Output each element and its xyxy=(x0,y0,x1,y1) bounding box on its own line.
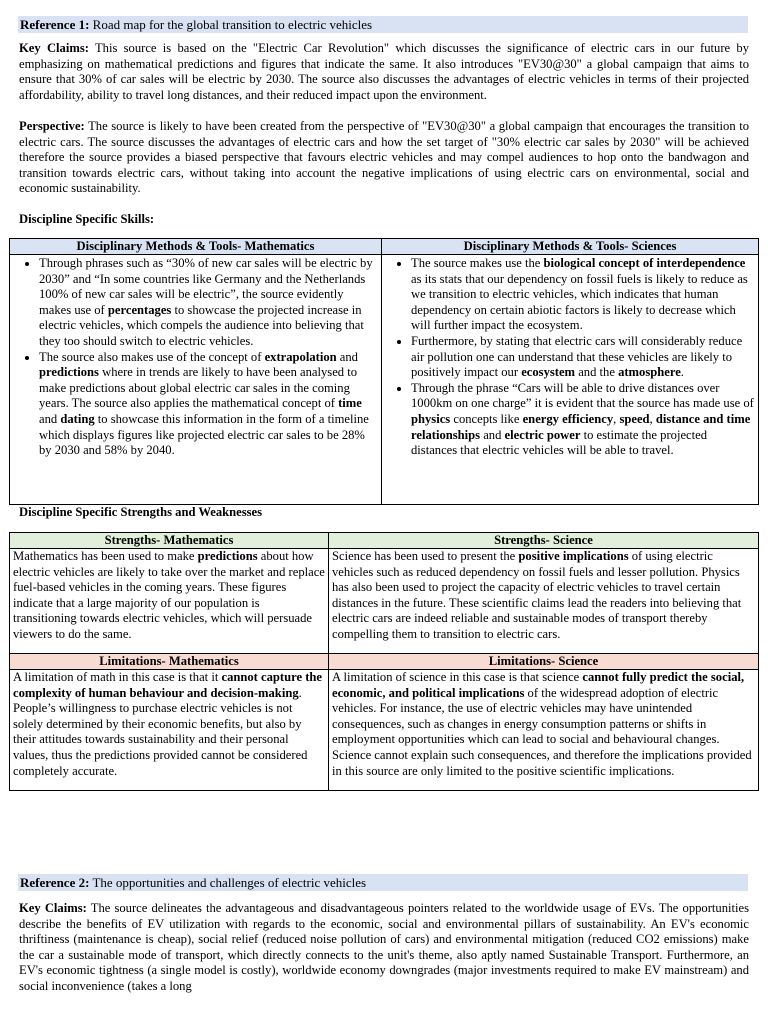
key-claims-paragraph xyxy=(19,41,749,103)
science-methods-header: Disciplinary Methods & Tools- Sciences xyxy=(382,239,759,255)
math-point-2: • The source also makes use of the concept of extrapolation and predictions where in trends are likely to have been analysed to make predictions about global electric car sales in the coming years. The source also applies the mathematical concept of time and dating to showcase this information in the form of a timeline which displays figures like projected electric car sales to be 28% by 2030 and 58% by 2040. xyxy=(39,350,378,459)
key-claims-text: This source is based on the "Electric Car Revolution" which discusses the significance of electric cars in our future by emphasizing on mathematical predictions and figures that indicate the same. It also introduces "EV30@30" a global campaign that aims to ensure that 30% of car sales will be electric by 2030. The source also discusses the advantages of electric vehicles in terms of their projected affordability, ability to travel long distances, and their reduced impact upon the environment. xyxy=(19,41,749,102)
science-point-3: • Through the phrase “Cars will be able to drive distances over 1000km on one charge” it is evident that the source has made use of physics concepts like energy efficiency, speed, distance and time relationships and electric power to estimate the projected distances that electric vehicles will be able to travel. xyxy=(411,381,755,459)
limitations-math-cell: A limitation of math in this case is that it cannot capture the complexity of human behaviour and decision-making. People’s willingness to purchase electric vehicles is not solely determined by their economic benefits, but also by their attitudes towards sustainability and their personal values, thus the predictions provided cannot be considered completely accurate. xyxy=(10,670,329,791)
reference-title: Road map for the global transition to electric vehicles xyxy=(92,17,373,32)
strengths-weaknesses-heading: Discipline Specific Strengths and Weaknesses xyxy=(19,505,263,519)
reference-title: The opportunities and challenges of electric vehicles xyxy=(92,875,367,890)
strengths-science-cell: Science has been used to present the positive implications of using electric vehicles such as reduced dependency on fossil fuels and lesser pollution. Physics has also been used to project the capacity of electric vehicles to travel certain distances in the future. These scientific claims lead the readers into believing that electric cars are indeed reliable and sustainable modes of transport thereby compelling them to transition to electric cars. xyxy=(329,549,759,654)
limitations-science-cell: A limitation of science in this case is that science cannot fully predict the social, economic, and political implications of the widespread adoption of electric vehicles. For instance, the use of electric vehicles may have unintended consequences, such as changes in energy consumption patterns or shifts in employment opportunities which can lead to social and behavioural changes. Science cannot explain such consequences, and therefore the implications provided in this source are only limited to the positive scientific implications. xyxy=(329,670,759,791)
perspective-text: The source is likely to have been created from the perspective of "EV30@30" a global campaign that encourages the transition to electric cars. The source discusses the advantages of electric cars and how the set target of "30% electric car sales by 2030" will be achieved therefore the source provides a biased perspective that favours electric vehicles and may compel audiences to hop onto the bandwagon and transition towards electric cars, without taking into account the negative implications of using electric cars on environmental, social and economic sustainability. xyxy=(19,119,750,196)
strengths-math-header: Strengths- Mathematics xyxy=(10,533,329,549)
science-point-2: • Furthermore, by stating that electric cars will considerably reduce air pollution one can understand that these vehicles are likely to positively impact our ecosystem and the atmosphere. xyxy=(411,334,755,381)
perspective-paragraph xyxy=(19,119,749,197)
skills-table xyxy=(9,238,759,505)
math-methods-header: Disciplinary Methods & Tools- Mathematics xyxy=(10,239,382,255)
reference-label: Reference 1: xyxy=(20,17,90,32)
perspective-label: Perspective: xyxy=(19,119,85,133)
strengths-math-cell: Mathematics has been used to make predictions about how electric vehicles are likely to take over the market and replace fuel-based vehicles in the coming years. These figures indicate that a large majority of our population is transitioning towards electric vehicles, which will persuade viewers to do the same. xyxy=(10,549,329,654)
science-methods-cell xyxy=(382,255,759,505)
key-claims-paragraph-2 xyxy=(19,901,749,995)
reference-1-heading xyxy=(18,16,748,33)
reference-label: Reference 2: xyxy=(20,875,90,890)
key-claims-text: The source delineates the advantageous and disadvantageous pointers related to the worldwide usage of EVs. The opportunities describe the benefits of EV utilization with regards to the economic, social and environmental pillars of sustainability. An EV's economic thriftiness (maintenance is cheap), social relief (reduced noise pollution of cars) and environmental mitigation (reduced CO2 emissions) make the car a sustainable mode of transport, which directly connects to the unit's theme, also aptly named Sustainable Transport. Furthermore, an EV's economic tightness (a single model is costly), worldwide economy downgrades (major investments required to make EV mainstream) and social inconvenience (takes a long xyxy=(19,901,749,993)
science-point-1: • The source makes use the biological concept of interdependence as its stats that our dependency on fossil fuels is likely to reduce as we transition to electric vehicles, which indicates that human dependency on certain abiotic factors is likely to decrease which will further impact the ecosystem. xyxy=(411,256,755,334)
key-claims-label: Key Claims: xyxy=(19,41,89,55)
math-point-1: • Through phrases such as “30% of new car sales will be electric by 2030” and “In some countries like Germany and the Netherlands 100% of new car sales will be electric”, the source evidently makes use of percentages to showcase the projected increase in electric vehicles, which compels the audience into believing that they too should switch to electric vehicles. xyxy=(39,256,378,350)
math-methods-cell xyxy=(10,255,382,505)
reference-2-heading xyxy=(18,874,748,891)
key-claims-label: Key Claims: xyxy=(19,901,87,915)
skills-heading: Discipline Specific Skills: xyxy=(19,212,155,226)
limitations-math-header: Limitations- Mathematics xyxy=(10,654,329,670)
limitations-science-header: Limitations- Science xyxy=(329,654,759,670)
strengths-weaknesses-table xyxy=(9,532,759,791)
strengths-science-header: Strengths- Science xyxy=(329,533,759,549)
